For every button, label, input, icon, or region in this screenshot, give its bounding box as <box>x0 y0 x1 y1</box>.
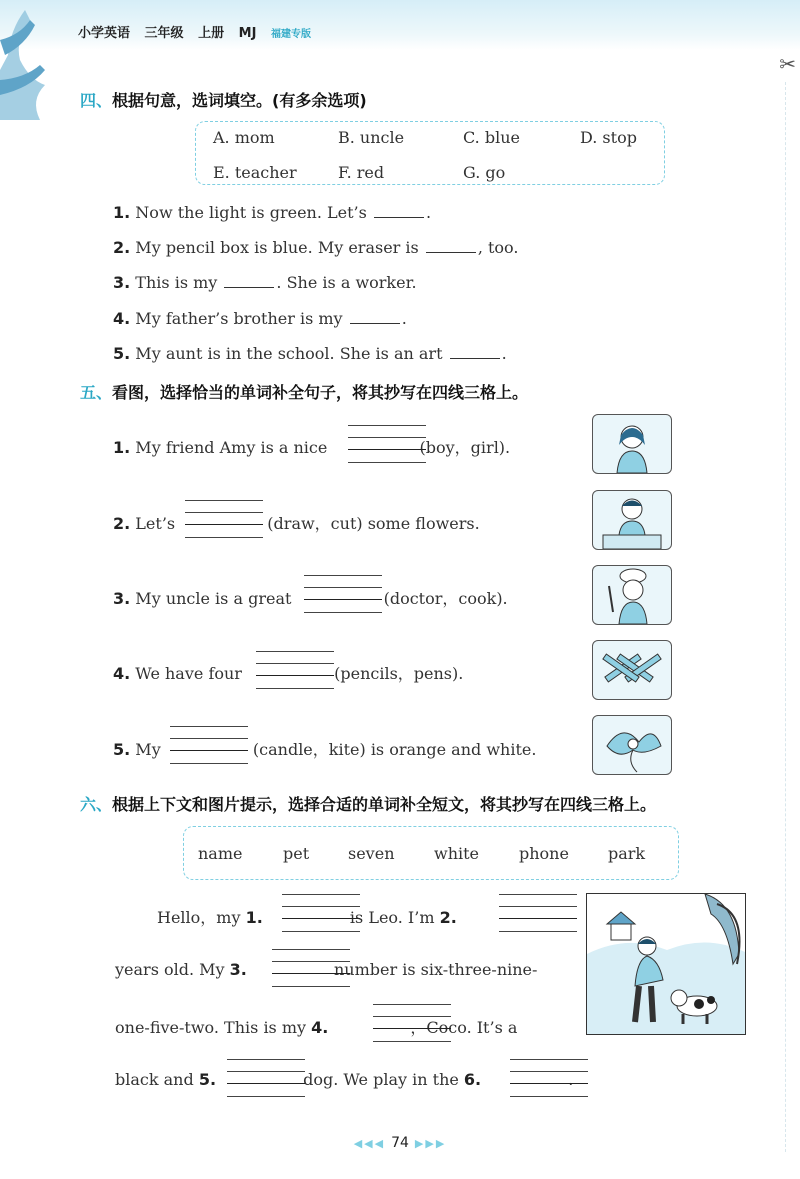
passage-line-1 <box>157 905 457 928</box>
s4-question-5 <box>113 344 507 363</box>
blank-number: 1. <box>245 908 263 927</box>
question-number: 2. <box>113 238 131 257</box>
question-text-end: (pencils，pens). <box>329 664 464 683</box>
question-text: This is my <box>130 273 223 292</box>
section6-number: 六、 <box>80 795 113 814</box>
page-header <box>78 22 321 41</box>
page-number-footer <box>0 1135 800 1151</box>
answer-blank[interactable] <box>374 203 424 218</box>
question-text: My aunt is in the school. She is an art <box>130 344 448 363</box>
section5-title: 看图，选择恰当的单词补全句子，将其抄写在四线三格上。 <box>112 383 529 402</box>
question-text-end: . <box>501 344 507 363</box>
word-name: name <box>198 844 243 863</box>
blank-number: 3. <box>229 960 247 979</box>
answer-blank[interactable] <box>426 238 476 253</box>
pagoda-icon <box>0 0 70 120</box>
answer-blank[interactable] <box>450 344 500 359</box>
pencils-icon <box>592 640 672 700</box>
question-number: 1. <box>113 203 131 222</box>
passage-text: one-five-two. This is my <box>115 1018 312 1037</box>
section6-heading <box>80 792 656 815</box>
option-b: B. uncle <box>338 128 405 147</box>
answer-blank[interactable] <box>224 273 274 288</box>
option-c: C. blue <box>463 128 520 147</box>
word-park: park <box>608 844 646 863</box>
header-version: MJ <box>238 26 257 41</box>
question-text-end: (doctor，cook). <box>378 589 508 608</box>
s5-question-5 <box>113 737 536 760</box>
question-number: 3. <box>113 589 131 608</box>
right-arrows-icon: ▶▶▶ <box>414 1137 447 1150</box>
word-bank-box <box>183 826 679 880</box>
section4-number: 四、 <box>80 91 113 110</box>
passage-text: is Leo. I’m <box>344 908 440 927</box>
s4-question-1 <box>113 203 431 222</box>
question-text-end: . <box>401 309 407 328</box>
cut-line <box>785 82 786 1152</box>
word-pet: pet <box>283 844 310 863</box>
s5-question-4 <box>113 661 463 684</box>
passage-text: black and <box>115 1070 199 1089</box>
section5-number: 五、 <box>80 383 113 402</box>
blank-number: 2. <box>439 908 457 927</box>
passage-text: dog. We play in the <box>298 1070 464 1089</box>
passage-line-4 <box>115 1070 573 1089</box>
cook-icon <box>592 565 672 625</box>
passage-line-3 <box>115 1015 517 1038</box>
left-arrows-icon: ◀◀◀ <box>353 1137 386 1150</box>
boy-with-dog-park-icon <box>586 893 746 1035</box>
header-grade: 三年级 <box>144 26 184 41</box>
option-d: D. stop <box>580 128 637 147</box>
page-number: 74 <box>391 1135 409 1151</box>
s4-question-3 <box>113 273 417 292</box>
word-phone: phone <box>519 844 569 863</box>
section4-heading <box>80 88 367 111</box>
passage-text: number is six-three-nine- <box>328 960 538 979</box>
word-seven: seven <box>348 844 395 863</box>
s5-question-1 <box>113 435 510 458</box>
passage-text: Hello，my <box>157 908 246 927</box>
question-number: 4. <box>113 309 131 328</box>
header-subject: 小学英语 <box>78 26 131 41</box>
passage-text: ，Coco. It’s a <box>410 1018 518 1037</box>
s5-question-2 <box>113 511 480 534</box>
section5-heading <box>80 380 528 403</box>
question-text: Let’s <box>130 514 181 533</box>
question-text-end: (candle，kite) is orange and white. <box>247 740 537 759</box>
question-text: My pencil box is blue. My eraser is <box>130 238 424 257</box>
blank-number: 4. <box>311 1018 329 1037</box>
question-number: 5. <box>113 740 131 759</box>
option-e: E. teacher <box>213 163 297 182</box>
kite-icon <box>592 715 672 775</box>
answer-blank[interactable] <box>350 309 400 324</box>
question-number: 3. <box>113 273 131 292</box>
girl-icon <box>592 414 672 474</box>
word-white: white <box>434 844 480 863</box>
header-volume: 上册 <box>198 26 225 41</box>
section4-title: 根据句意，选词填空。(有多余选项) <box>112 91 367 110</box>
question-text-end: (draw，cut) some flowers. <box>262 514 480 533</box>
question-text: My friend Amy is a nice <box>130 438 333 457</box>
blank-number: 6. <box>463 1070 482 1089</box>
scissors-icon: ✂ <box>779 52 796 76</box>
question-number: 4. <box>113 664 131 683</box>
option-a: A. mom <box>213 128 275 147</box>
question-text: We have four <box>130 664 248 683</box>
blank-number: 5. <box>198 1070 217 1089</box>
header-edition: 福建专版 <box>270 29 311 40</box>
question-number: 1. <box>113 438 131 457</box>
question-text-end: , too. <box>477 238 519 257</box>
question-text-end: (boy，girl). <box>414 438 511 457</box>
option-g: G. go <box>463 163 506 182</box>
question-number: 2. <box>113 514 131 533</box>
section6-title: 根据上下文和图片提示，选择合适的单词补全短文，将其抄写在四线三格上。 <box>112 795 657 814</box>
question-number: 5. <box>113 344 131 363</box>
s4-question-4 <box>113 309 407 328</box>
question-text-end: . <box>425 203 432 222</box>
question-text-end: . She is a worker. <box>276 273 417 292</box>
passage-text: . <box>563 1070 574 1089</box>
question-text: My father’s brother is my <box>130 309 348 328</box>
passage-line-2 <box>115 960 537 979</box>
passage-text: years old. My <box>115 960 230 979</box>
question-text: My <box>130 740 166 759</box>
question-text: My uncle is a great <box>130 589 297 608</box>
option-f: F. red <box>338 163 385 182</box>
question-text: Now the light is green. Let’s <box>130 203 372 222</box>
s4-question-2 <box>113 238 518 257</box>
s5-question-3 <box>113 586 508 609</box>
boy-drawing-icon <box>592 490 672 550</box>
